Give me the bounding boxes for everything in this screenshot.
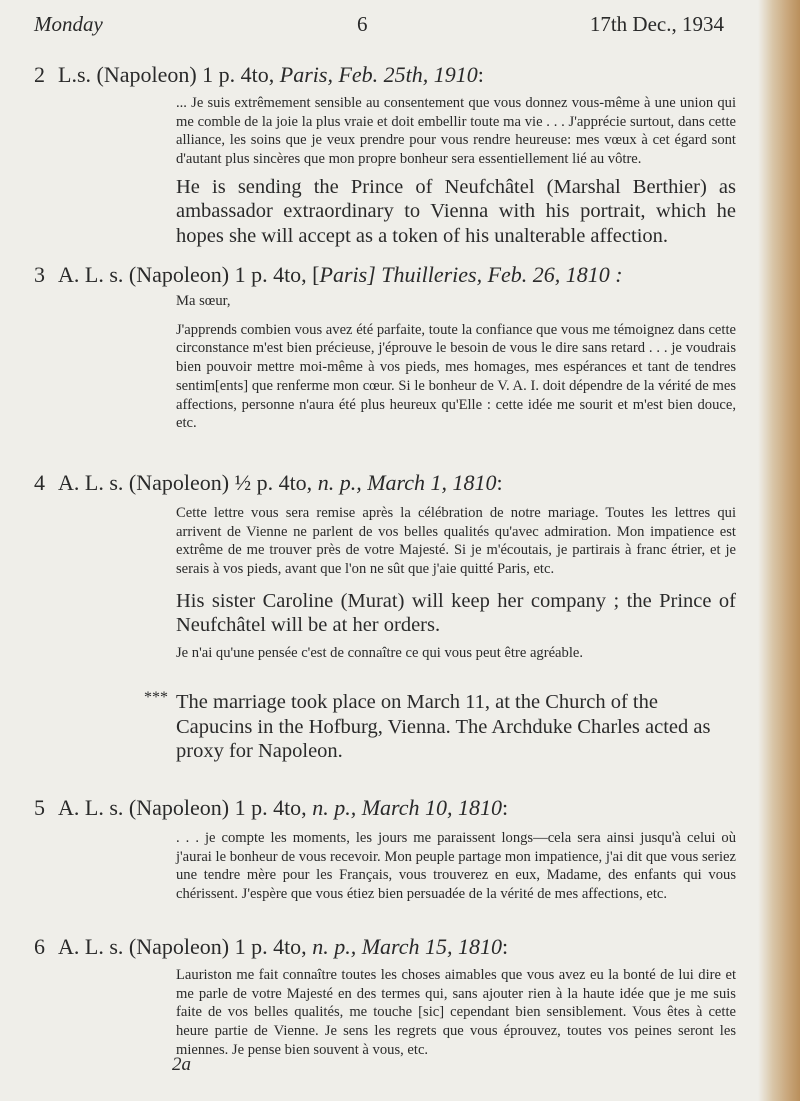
running-header <box>34 12 724 42</box>
french-quote: Lauriston me fait connaître toutes les choses aimables que vous avez eu la bonté de lui dire et me parle de votre Majesté en des termes qui, sans ajouter rien à la haute idée que je me suis faite de vos belles qualités, me touche [sic] cependant bien sensiblement. Vous êtes à cette heure partie de Vienne. Je sens les regrets que vous éprouvez, toutes vos peines seront les miennes. Je pense bien souvent à vous, etc. <box>176 967 736 1058</box>
lot-title: A. L. s. (Napoleon) 1 p. 4to, [Paris] Thuilleries, Feb. 26, 1810 : <box>58 262 623 287</box>
lot-body-4 <box>176 504 736 669</box>
french-quote: ... Je suis extrêmement sensible au consentement que vous donnez vous-même à une union qui me comble de la joie la plus vraie et doit embellir toute ma vie . . . J'apprécie surtout, dans cette alliance, les soins que je veux prendre pour vous rendre heureuse: mes vœux à cet égard sont d'autant plus sincères que mon propre bonheur sera essentiellement lié au vôtre. <box>176 95 736 168</box>
lot-title: A. L. s. (Napoleon) 1 p. 4to, n. p., March 10, 1810: <box>58 795 509 820</box>
asterism-icon: *** <box>144 689 168 706</box>
header-page-number: 6 <box>357 12 368 36</box>
english-summary: His sister Caroline (Murat) will keep her company ; the Prince of Neufchâtel will be at her orders. <box>176 589 736 637</box>
lot-number: 4 <box>34 470 45 495</box>
lot-body-5 <box>176 829 736 910</box>
editorial-note: The marriage took place on March 11, at the Church of the Capucins in the Hofburg, Vienna. The Archduke Charles acted as proxy for Napoleon. <box>176 691 711 762</box>
french-quote: J'apprends combien vous avez été parfaite, toute la confiance que vous me témoignez dans cette circonstance m'est bien précieuse, j'éprouve le besoin de vous le dire sans retard . . . je voudrais bien pouvoir mettre moi-même à vos pieds, mes homages, mes espérances et tant de tendres sentim[ents] que renferme mon cœur. Si le bonheur de V. A. I. doit dépendre de la vérité de mes affections, personne n'aura été plus heureux qu'Elle : cette idée me sourit et m'est bien douce, etc. <box>176 321 736 432</box>
lot-number: 2 <box>34 62 45 87</box>
lot-body-6 <box>176 966 736 1066</box>
lot-number: 5 <box>34 795 45 820</box>
lot-number: 6 <box>34 934 45 959</box>
lot-title: L.s. (Napoleon) 1 p. 4to, Paris, Feb. 25th, 1910: <box>58 62 484 87</box>
lot-body-3 <box>176 292 736 439</box>
page-edge <box>758 0 800 1101</box>
french-closing: Je n'ai qu'une pensée c'est de connaître ce qui vous peut être agréable. <box>176 644 584 661</box>
lot-title: A. L. s. (Napoleon) ½ p. 4to, n. p., March 1, 1810: <box>58 470 503 495</box>
header-day: Monday <box>34 12 103 36</box>
lot-body-2 <box>176 94 736 254</box>
lot-title: A. L. s. (Napoleon) 1 p. 4to, n. p., March 15, 1810: <box>58 934 509 959</box>
english-summary: He is sending the Prince of Neufchâtel (Marshal Berthier) as ambassador extraordinary to Vienna with his portrait, which he hopes she will accept as a token of his unalterable affection. <box>176 175 736 247</box>
french-quote: . . . je compte les moments, les jours me paraissent longs—cela sera ainsi jusqu'à celui où j'aurai le bonheur de vous recevoir. Mon peuple partage mon impatience, j'ai dit que vous seriez une tendre mère pour les Français, vous trouverez en eux, Madame, des enfants qui vous chérissent. J'espère que vous étiez bien persuadée de la vérité de mes affections, etc. <box>176 830 736 903</box>
signature-mark: 2a <box>172 1054 191 1075</box>
salutation: Ma sœur, <box>176 293 231 309</box>
french-quote: Cette lettre vous sera remise après la célébration de notre mariage. Toutes les lettres qui arrivent de Vienne ne parlent de vos belles qualités qu'avec admiration. Mon impatience est extrême de me trouver près de votre Majesté. Si je m'écoutais, je partirais à franc étrier, et je serais à vos pieds, avant que l'on ne sût que j'aie quitté Paris, etc. <box>176 505 736 578</box>
header-date: 17th Dec., 1934 <box>589 12 724 36</box>
lot-number: 3 <box>34 262 45 287</box>
